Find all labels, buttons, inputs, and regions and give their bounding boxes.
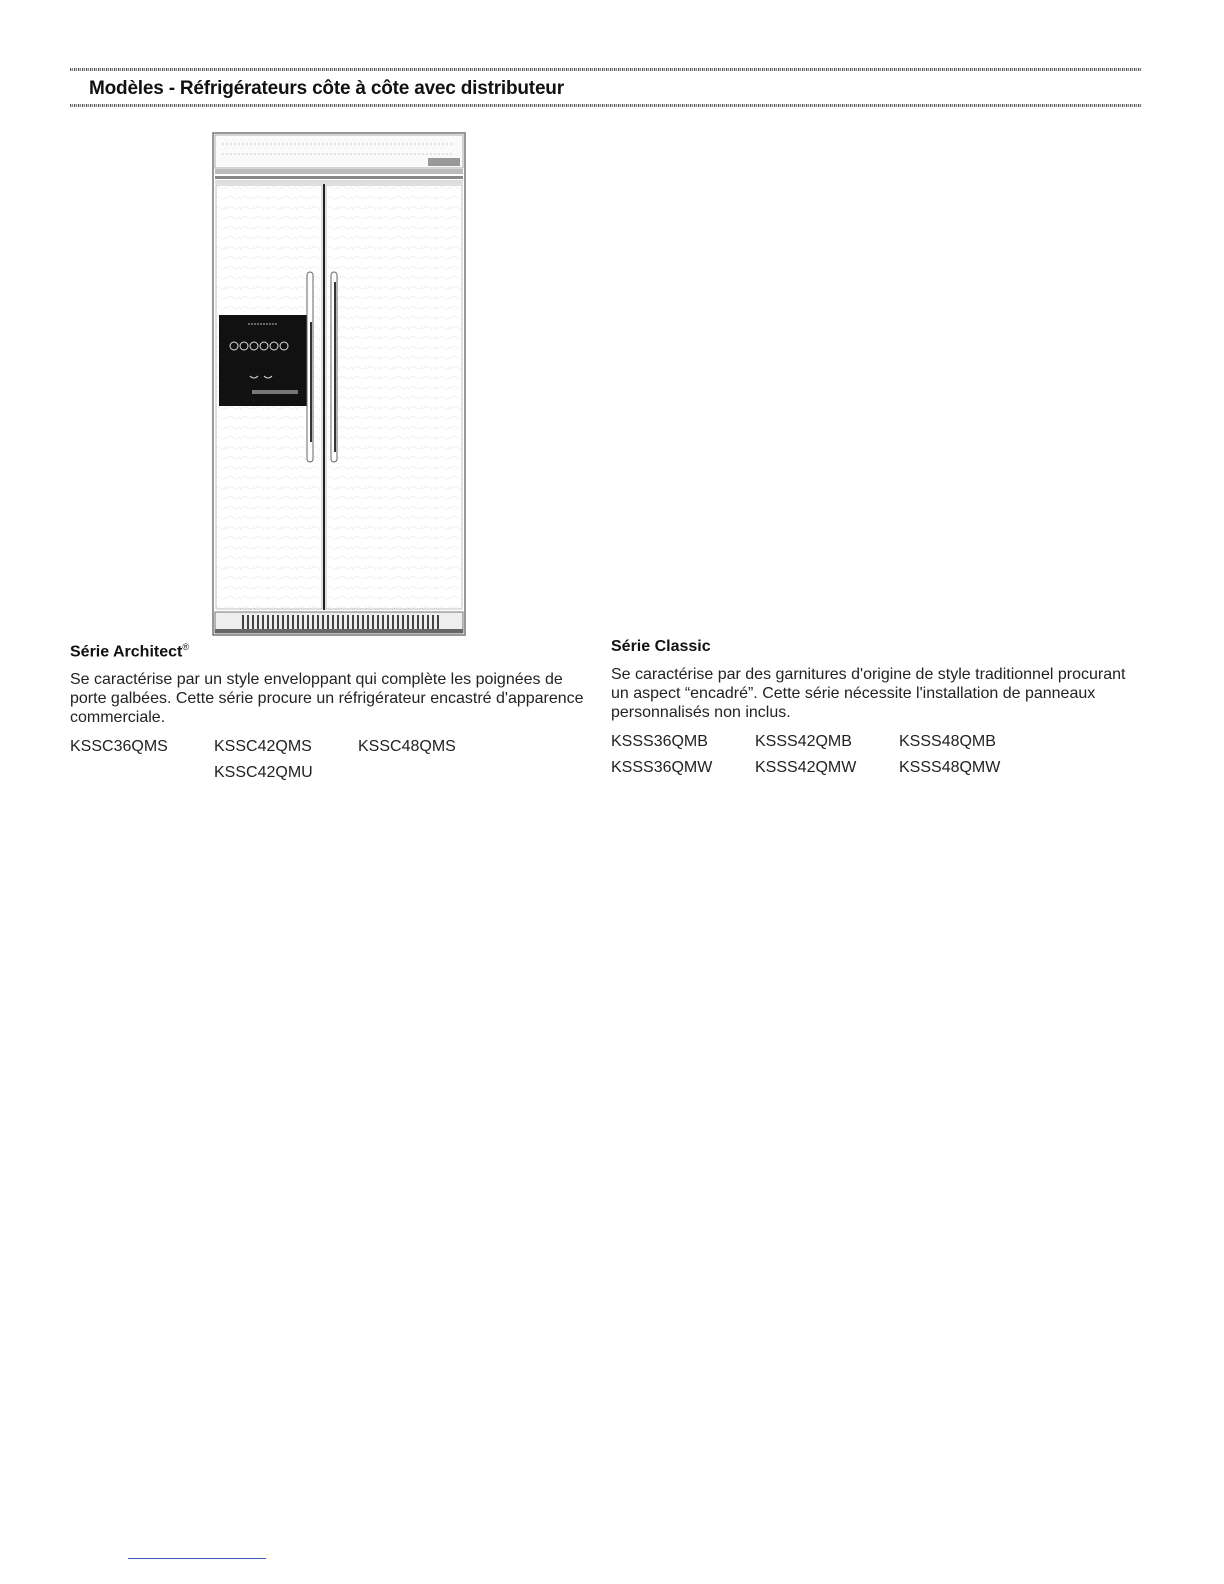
model-number: KSSS36QMB	[611, 733, 708, 750]
header-rule-top	[70, 68, 1142, 71]
model-row	[611, 729, 1141, 755]
architect-series-description: Se caractérise par un style enveloppant qui complète les poignées de porte galbées. Cette série procure un réfrigérateur encastré d'apparence commerciale.	[70, 671, 584, 727]
architect-series-heading: Série Architect®	[70, 642, 189, 661]
architect-series-section	[70, 637, 600, 786]
model-row	[70, 734, 600, 760]
classic-series-description: Se caractérise par des garnitures d'origine de style traditionnel procurant un aspect “encadré”. Cette série nécessite l'installation de panneaux personnalisés non inclus.	[611, 666, 1126, 721]
model-row	[70, 760, 600, 786]
model-number: KSSS48QMW	[899, 759, 1001, 776]
model-number	[70, 760, 214, 786]
model-number: KSSC48QMS	[358, 738, 456, 756]
classic-series-section	[611, 637, 1141, 781]
model-number: KSSC42QMU	[214, 764, 313, 782]
model-number: KSSC42QMS	[214, 738, 312, 756]
classic-series-heading: Série Classic	[611, 638, 711, 655]
model-number: KSSS42QMW	[755, 759, 857, 776]
refrigerator-illustration	[212, 132, 466, 636]
header-rule-bottom	[70, 104, 1142, 107]
registered-mark: ®	[182, 642, 189, 652]
model-number: KSSS36QMW	[611, 759, 713, 776]
section-title: Modèles - Réfrigérateurs côte à côte avec distributeur	[89, 78, 564, 99]
footer-rule	[128, 1558, 266, 1559]
model-number: KSSS48QMB	[899, 733, 996, 750]
model-row	[611, 755, 1141, 781]
model-number	[358, 760, 502, 786]
model-number: KSSC36QMS	[70, 738, 168, 756]
model-number: KSSS42QMB	[755, 733, 852, 750]
